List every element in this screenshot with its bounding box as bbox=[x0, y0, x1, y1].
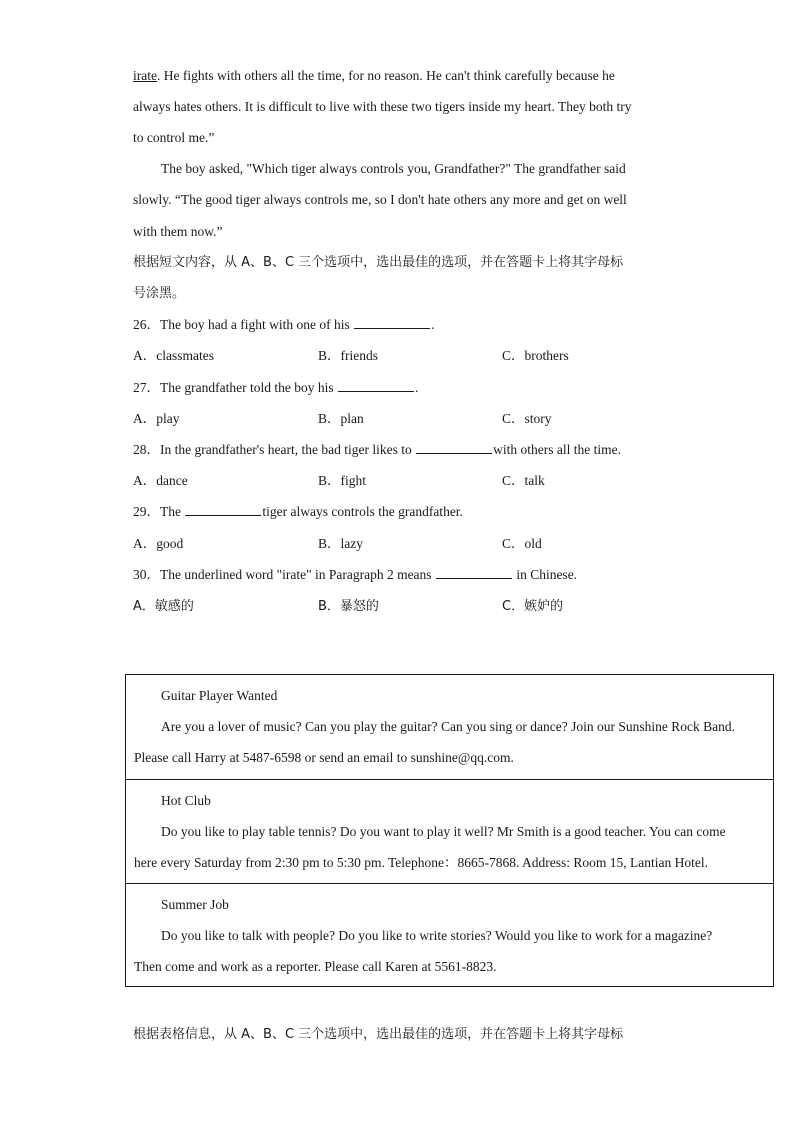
option-c: C．story bbox=[502, 411, 552, 426]
option-a bbox=[133, 596, 194, 617]
passage-text: . He fights with others all the time, for no reason. He can't think carefully because he bbox=[156, 68, 615, 83]
option-a: A．good bbox=[133, 536, 184, 551]
ad-row-job bbox=[126, 883, 773, 987]
option-b: B．lazy bbox=[318, 536, 363, 551]
question-stem bbox=[133, 502, 463, 522]
stem-text: 26．The boy had a fight with one of his bbox=[133, 317, 354, 332]
answer-blank bbox=[416, 441, 492, 454]
underlined-word: irate bbox=[133, 68, 157, 83]
option-text: A．敏感的 bbox=[133, 599, 194, 614]
question-stem bbox=[133, 440, 621, 460]
passage-line: always hates others. It is difficult to live with these two tigers inside my heart. They both try bbox=[133, 99, 632, 114]
answer-blank bbox=[338, 379, 414, 392]
stem-text: . bbox=[431, 317, 435, 332]
stem-text: 28．In the grandfather's heart, the bad tiger likes to bbox=[133, 442, 416, 457]
passage-line: to control me.” bbox=[133, 130, 215, 145]
answer-blank bbox=[354, 316, 430, 329]
option-text: C．嫉妒的 bbox=[502, 599, 564, 614]
ad-row-club bbox=[126, 779, 773, 884]
ad-text: here every Saturday from 2:30 pm to 5:30 pm. Telephone：8665-7868. Address: Room 15, Lantian Hotel. bbox=[134, 855, 708, 870]
option-c: C．old bbox=[502, 536, 542, 551]
question-stem bbox=[133, 315, 434, 335]
option-c: C．talk bbox=[502, 473, 545, 488]
option-a: A．classmates bbox=[133, 348, 214, 363]
ad-text: Then come and work as a reporter. Please call Karen at 5561-8823. bbox=[134, 959, 497, 974]
instruction-text: 根据短文内容，从 A、B、C 三个选项中，选出最佳的选项，并在答题卡上将其字母标 bbox=[133, 255, 624, 270]
passage-line bbox=[133, 66, 615, 86]
answer-blank bbox=[185, 503, 261, 516]
passage-line: with them now.” bbox=[133, 224, 223, 239]
ads-table bbox=[125, 674, 774, 987]
stem-text: tiger always controls the grandfather. bbox=[262, 504, 463, 519]
stem-text: 29．The bbox=[133, 504, 185, 519]
instruction-text: 根据表格信息，从 A、B、C 三个选项中，选出最佳的选项，并在答题卡上将其字母标 bbox=[133, 1027, 624, 1042]
passage-line: slowly. “The good tiger always controls me, so I don't hate others any more and get on well bbox=[133, 192, 627, 207]
ad-title: Guitar Player Wanted bbox=[161, 688, 278, 703]
option-b: B．friends bbox=[318, 348, 378, 363]
ad-title: Summer Job bbox=[161, 897, 229, 912]
option-b: B．fight bbox=[318, 473, 367, 488]
stem-text: in Chinese. bbox=[512, 567, 578, 582]
answer-blank bbox=[436, 566, 512, 579]
option-c bbox=[502, 596, 563, 617]
question-stem bbox=[133, 378, 418, 398]
option-c: C．brothers bbox=[502, 348, 569, 363]
option-text: B．暴怒的 bbox=[318, 599, 379, 614]
option-a: A．play bbox=[133, 411, 180, 426]
option-b: B．plan bbox=[318, 411, 364, 426]
option-a: A．dance bbox=[133, 473, 188, 488]
passage-line: The boy asked, "Which tiger always controls you, Grandfather?" The grandfather said bbox=[161, 161, 626, 176]
stem-text: . bbox=[414, 380, 419, 395]
ad-row-guitar bbox=[126, 675, 773, 779]
ad-title: Hot Club bbox=[161, 793, 211, 808]
stem-text: 30．The underlined word "irate" in Paragraph 2 means bbox=[133, 567, 435, 582]
ad-text: Do you like to talk with people? Do you like to write stories? Would you like to work for a magazine? bbox=[161, 928, 713, 943]
stem-text: with others all the time. bbox=[493, 442, 621, 457]
question-stem bbox=[133, 565, 577, 585]
ad-text: Please call Harry at 5487-6598 or send an email to sunshine@qq.com. bbox=[134, 750, 514, 765]
ad-text: Are you a lover of music? Can you play the guitar? Can you sing or dance? Join our Sunshine Rock Band. bbox=[161, 719, 736, 734]
ad-text: Do you like to play table tennis? Do you want to play it well? Mr Smith is a good teacher. You can come bbox=[161, 824, 726, 839]
instruction-text: 号涂黑。 bbox=[133, 286, 186, 301]
option-b bbox=[318, 596, 379, 617]
stem-text: 27．The grandfather told the boy his bbox=[133, 380, 337, 395]
